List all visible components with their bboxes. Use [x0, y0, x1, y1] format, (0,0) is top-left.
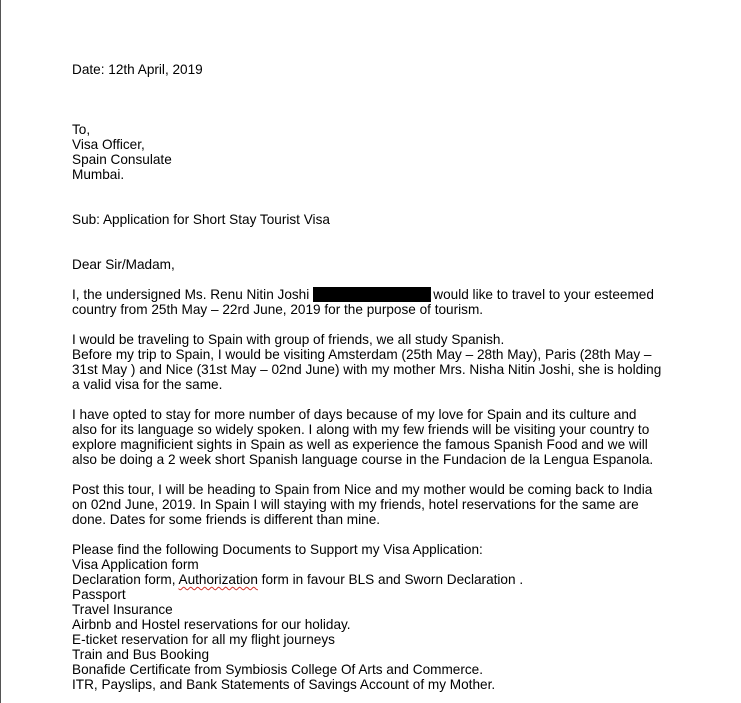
redaction-bar [313, 287, 431, 302]
paragraph-line: also for its language so widely spoken. I along with my few friends will be visiting your country to [72, 422, 650, 437]
paragraph-intro [72, 287, 672, 317]
intro-prefix: I, the undersigned Ms. Renu Nitin Joshi [72, 287, 310, 302]
salutation: Dear Sir/Madam, [72, 257, 175, 272]
list-item: Airbnb and Hostel reservations for our holiday. [72, 617, 351, 632]
subject-line: Sub: Application for Short Stay Tourist Visa [72, 212, 330, 227]
paragraph-line: also be doing a 2 week short Spanish language course in the Fundacion de la Lengua Espanola. [72, 452, 654, 467]
paragraph-line: on 02nd June, 2019. In Spain I will staying with my friends, hotel reservations for the same are [72, 497, 639, 512]
list-item: Train and Bus Booking [72, 647, 210, 662]
date-line: Date: 12th April, 2019 [72, 62, 203, 77]
letter-body [72, 62, 672, 692]
list-item: Travel Insurance [72, 602, 173, 617]
address-block [72, 122, 672, 182]
paragraph-line: I would be traveling to Spain with group of friends, we all study Spanish. [72, 332, 505, 347]
documents-list [72, 542, 672, 692]
paragraph-reason [72, 407, 672, 467]
list-item: Passport [72, 587, 126, 602]
address-officer: Visa Officer, [72, 137, 145, 152]
paragraph-post-tour [72, 482, 672, 527]
paragraph-line: Post this tour, I will be heading to Spain from Nice and my mother would be coming back to India [72, 482, 653, 497]
spellcheck-flagged-word[interactable]: Authorization [178, 572, 258, 587]
list-item-text: Declaration form, [72, 572, 179, 587]
list-item-text: form in favour BLS and Sworn Declaration . [257, 572, 524, 587]
paragraph-travel-plan [72, 332, 672, 392]
intro-suffix: would like to travel to your esteemed [433, 287, 654, 302]
paragraph-line: explore magnificient sights in Spain as well as experience the famous Spanish Food and we will [72, 437, 648, 452]
documents-heading: Please find the following Documents to Support my Visa Application: [72, 542, 483, 557]
intro-line-2: country from 25th May – 22rd June, 2019 for the purpose of tourism. [72, 302, 484, 317]
list-item: E-ticket reservation for all my flight journeys [72, 632, 335, 647]
paragraph-line: done. Dates for some friends is different than mine. [72, 512, 381, 527]
list-item: Bonafide Certificate from Symbiosis College Of Arts and Commerce. [72, 662, 483, 677]
address-consulate: Spain Consulate [72, 152, 172, 167]
list-item: ITR, Payslips, and Bank Statements of Savings Account of my Mother. [72, 677, 496, 692]
page-edge [0, 0, 1, 703]
paragraph-line: Before my trip to Spain, I would be visiting Amsterdam (25th May – 28th May), Paris (28th May – [72, 347, 652, 362]
paragraph-line: 31st May ) and Nice (31st May – 02nd June) with my mother Mrs. Nisha Nitin Joshi, she is holding [72, 362, 662, 377]
address-to: To, [72, 122, 91, 137]
list-item: Visa Application form [72, 557, 199, 572]
paragraph-line: I have opted to stay for more number of days because of my love for Spain and its culture and [72, 407, 637, 422]
address-city: Mumbai. [72, 167, 125, 182]
paragraph-line: a valid visa for the same. [72, 377, 223, 392]
list-item [72, 572, 672, 587]
